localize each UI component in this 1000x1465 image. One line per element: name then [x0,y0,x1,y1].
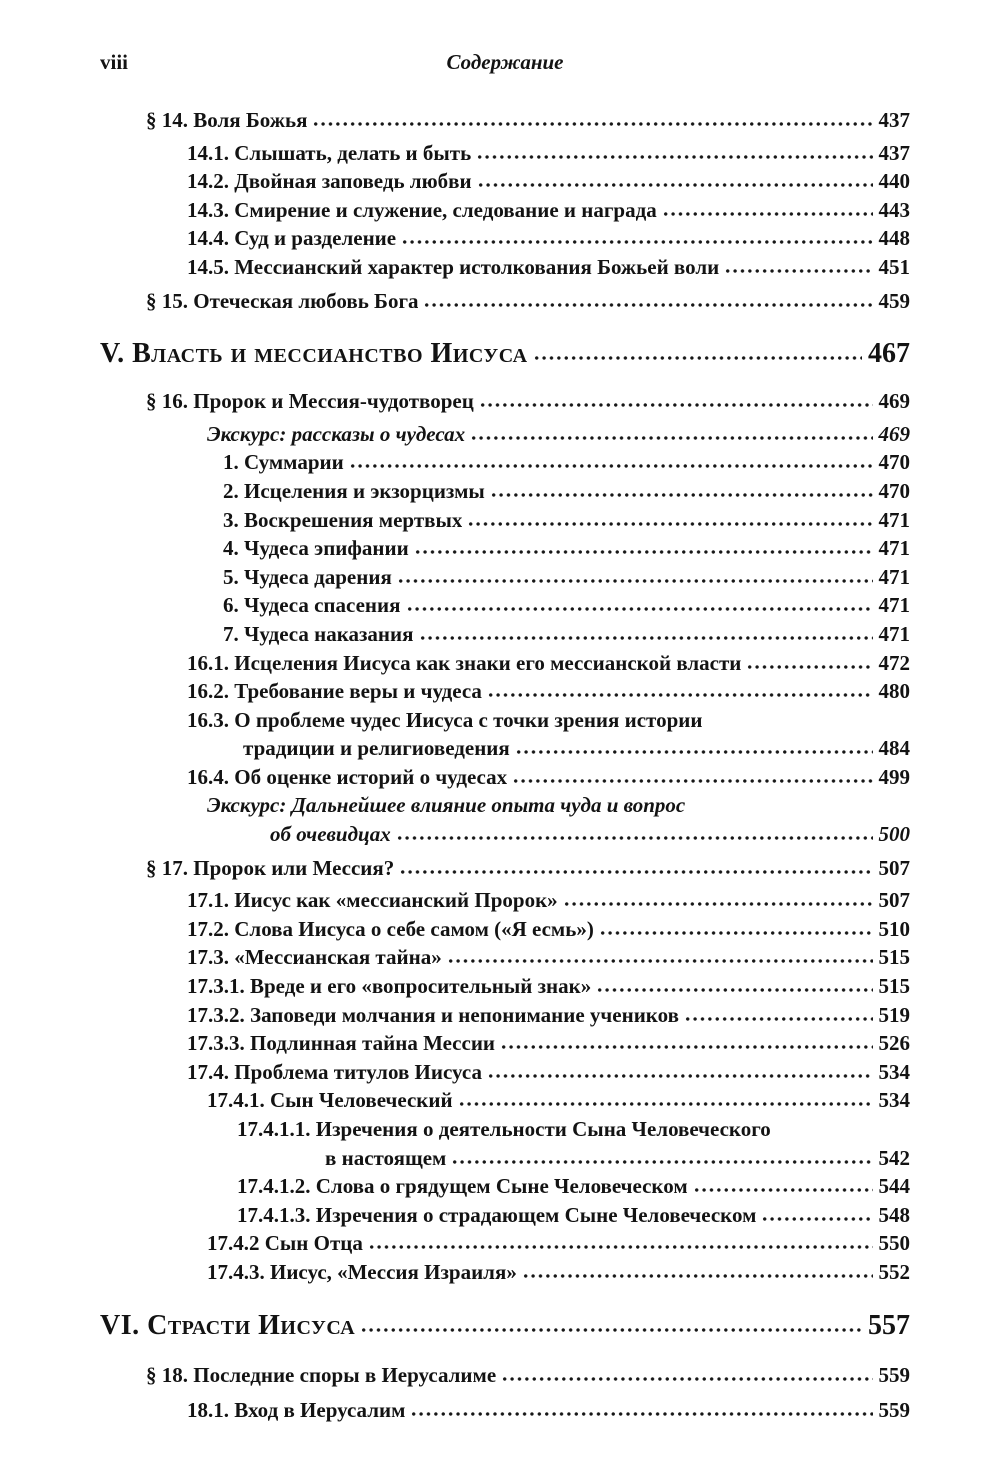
toc-entry [100,224,910,253]
toc-entry [100,734,910,763]
dot-leader [724,269,872,273]
toc-list [100,106,910,1425]
toc-entry-label: VI. Страсти Иисуса [100,1309,356,1341]
toc-entry [100,591,910,620]
toc-entry [100,1303,910,1349]
toc-entry-label: 17.4.1.1. Изречения о деятельности Сына Человеческого [237,1117,771,1141]
toc-page-number: 515 [878,974,910,999]
toc-entry [100,1144,910,1173]
dot-leader [406,607,873,611]
toc-page-number: 440 [878,169,910,194]
toc-entry [100,1086,910,1115]
dot-leader [312,122,872,126]
toc-entry-label: 17.3.3. Подлинная тайна Мессии [187,1031,496,1056]
toc-page-number: 443 [878,197,910,222]
toc-entry-label: 14.5. Мессианский характер истолкования Божьей воли [187,254,720,279]
dot-leader [596,988,872,992]
toc-page-number: 534 [878,1059,910,1084]
toc-entry-label: 17.3. «Мессианская тайна» [187,945,442,970]
toc-entry-label: традиции и религиоведения [243,736,510,761]
toc-entry [100,820,910,849]
folio-page-number: viii [100,50,129,74]
toc-page-number: 542 [878,1145,910,1170]
toc-page-number: 544 [878,1174,910,1199]
toc-entry [100,387,910,416]
toc-entry-label: 16.3. О проблеме чудес Иисуса с точки зрения истории [187,707,703,732]
toc-entry [100,139,910,168]
toc-page-number: 500 [878,822,910,847]
toc-entry-label: 17.4. Проблема титулов Иисуса [187,1059,482,1084]
dot-leader [746,665,872,669]
toc-entry [100,331,910,377]
toc-page-number: 448 [878,226,910,251]
toc-entry [100,915,910,944]
toc-entry [100,563,910,592]
dot-leader [662,212,873,216]
dot-leader [419,636,873,640]
toc-entry-label: 17.4.1.2. Слова о грядущем Сыне Человеческом [237,1174,688,1199]
toc-entry [100,167,910,196]
toc-page-number: 510 [878,916,910,941]
toc-entry-label: 17.4.1.3. Изречения о страдающем Сыне Человеческом [237,1202,757,1227]
dot-leader [451,1160,872,1164]
toc-entry [100,477,910,506]
toc-page-number: 526 [878,1031,910,1056]
toc-entry-label: 17.4.1. Сын Человеческий [207,1088,453,1113]
toc-entry-label: 16.1. Исцеления Иисуса как знаки его мессианской власти [187,650,742,675]
toc-entry-label: 14.2. Двойная заповедь любви [187,169,472,194]
toc-page-number: 470 [878,450,910,475]
toc-entry [100,196,910,225]
toc-entry-label: Экскурс: рассказы о чудесах [207,421,466,446]
toc-page-number: 471 [878,621,910,646]
dot-leader [476,155,872,159]
dot-leader [396,836,873,840]
toc-page-number: 437 [878,140,910,165]
toc-entry-label: § 16. Пророк и Мессия-чудотворец [146,389,474,414]
dot-leader [368,1245,873,1249]
toc-entry-label: 5. Чудеса дарения [223,564,392,589]
toc-entry [100,677,910,706]
dot-leader [761,1217,872,1221]
toc-entry-label: 17.4.3. Иисус, «Мессия Израиля» [207,1259,517,1284]
dot-leader [522,1274,873,1278]
toc-entry-label: 6. Чудеса спасения [223,593,401,618]
toc-page-number: 470 [878,478,910,503]
dot-leader [423,303,872,307]
toc-entry-label: 17.3.2. Заповеди молчания и непонимание учеников [187,1002,679,1027]
toc-entry-label: 17.3.1. Вреде и его «вопросительный знак» [187,974,592,999]
running-header [100,50,910,80]
toc-entry-label: § 17. Пророк или Мессия? [146,855,395,880]
dot-leader [458,1102,873,1106]
toc-entry-label: 17.4.2 Сын Отца [207,1231,363,1256]
toc-entry-label: § 14. Воля Божья [146,108,308,132]
toc-entry-label: 3. Воскрешения мертвых [223,507,463,532]
toc-page-number: 469 [878,389,910,414]
dot-leader [414,550,873,554]
toc-entry-label: 1. Суммарии [223,450,344,475]
toc-page-number: 459 [878,288,910,313]
toc-entry [100,1172,910,1201]
toc-entry-label: 17.2. Слова Иисуса о себе самом («Я есмь») [187,916,594,941]
dot-leader [563,902,873,906]
toc-entry [100,448,910,477]
toc-entry [100,1029,910,1058]
toc-page-number: 484 [878,736,910,761]
toc-entry [100,1201,910,1230]
toc-entry-label: 7. Чудеса наказания [223,621,414,646]
toc-entry-label: 2. Исцеления и экзорцизмы [223,478,485,503]
dot-leader [401,240,872,244]
toc-page-number: 552 [878,1259,910,1284]
dot-leader [349,464,873,468]
toc-page-number: 451 [878,254,910,279]
dot-leader [447,959,873,963]
toc-entry [100,287,910,316]
toc-entry-label: 16.2. Требование веры и чудеса [187,679,482,704]
toc-page-number: 559 [878,1362,910,1387]
dot-leader [501,1377,872,1381]
toc-entry-label: Экскурс: Дальнейшее влияние опыта чуда и вопрос [207,793,686,818]
dot-leader [515,750,873,754]
toc-entry [100,253,910,282]
toc-entry [100,972,910,1001]
toc-entry [100,791,910,820]
dot-leader [360,1328,862,1332]
toc-page-number: 519 [878,1002,910,1027]
dot-leader [500,1045,872,1049]
toc-entry [100,620,910,649]
toc-page-number: 550 [878,1231,910,1256]
toc-entry [100,534,910,563]
toc-entry-label: в настоящем [325,1145,447,1170]
toc-page-number: 499 [878,764,910,789]
toc-entry [100,506,910,535]
dot-leader [533,356,862,360]
toc-entry [100,706,910,735]
toc-page-number: 557 [868,1309,910,1341]
toc-entry [100,1361,910,1390]
toc-entry [100,943,910,972]
toc-entry [100,649,910,678]
toc-entry-label: 17.1. Иисус как «мессианский Пророк» [187,888,558,913]
dot-leader [684,1017,873,1021]
toc-entry [100,854,910,883]
toc-entry-label: 14.1. Слышать, делать и быть [187,140,472,165]
dot-leader [397,579,873,583]
toc-page-number: 534 [878,1088,910,1113]
toc-page-number: 480 [878,679,910,704]
toc-page-number: 437 [878,108,910,132]
toc-entry-label: § 18. Последние споры в Иерусалиме [146,1362,497,1387]
toc-entry [100,763,910,792]
dot-leader [487,1074,873,1078]
toc-page-number: 471 [878,593,910,618]
toc-entry [100,1396,910,1425]
toc-entry-label: § 15. Отеческая любовь Бога [146,288,419,313]
running-title: Содержание [446,50,564,74]
toc-entry-label: V. Власть и мессианство Иисуса [100,338,528,370]
toc-entry-label: 14.3. Смирение и служение, следование и награда [187,197,657,222]
toc-page-number: 467 [868,338,910,370]
toc-entry [100,886,910,915]
toc-page-number: 471 [878,507,910,532]
dot-leader [479,403,873,407]
dot-leader [512,779,872,783]
toc-entry-label: 18.1. Вход в Иерусалим [187,1398,406,1423]
toc-page-number: 515 [878,945,910,970]
toc-entry-label: 16.4. Об оценке историй о чудесах [187,764,508,789]
toc-entry [100,1258,910,1287]
dot-leader [467,522,872,526]
toc-page-number: 559 [878,1398,910,1423]
dot-leader [470,436,872,440]
toc-page-number: 472 [878,650,910,675]
dot-leader [599,931,873,935]
dot-leader [477,183,873,187]
toc-entry [100,1229,910,1258]
toc-entry [100,1115,910,1144]
toc-entry-label: 4. Чудеса эпифании [223,536,409,561]
toc-page-number: 471 [878,536,910,561]
dot-leader [693,1188,873,1192]
toc-entry [100,1058,910,1087]
toc-entry-label: 14.4. Суд и разделение [187,226,397,251]
toc-entry [100,420,910,449]
dot-leader [487,693,873,697]
toc-page-number: 469 [878,421,910,446]
toc-page-number: 548 [878,1202,910,1227]
toc-page-number: 471 [878,564,910,589]
toc-entry [100,1001,910,1030]
toc-page-number: 507 [878,888,910,913]
dot-leader [399,870,872,874]
dot-leader [490,493,873,497]
toc-entry [100,106,910,135]
toc-entry-label: об очевидцах [270,822,391,847]
toc-page-number: 507 [878,855,910,880]
dot-leader [410,1412,872,1416]
